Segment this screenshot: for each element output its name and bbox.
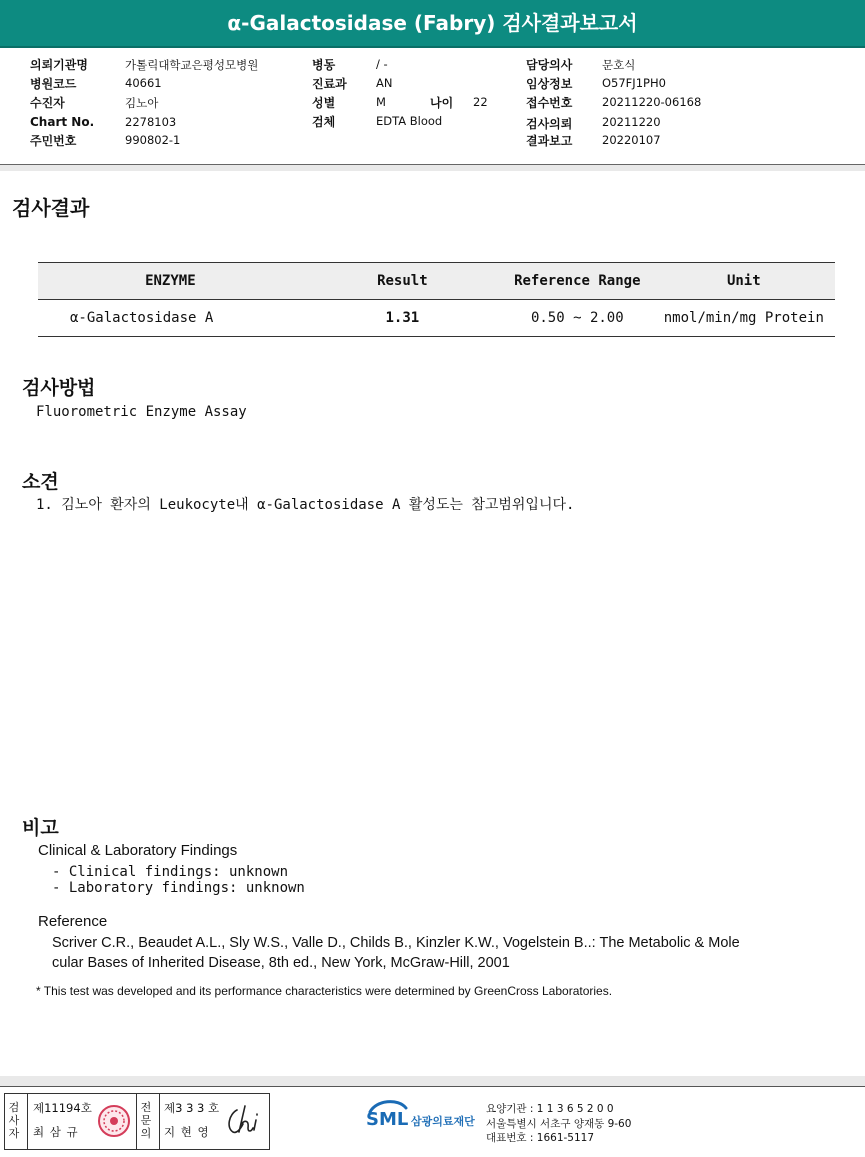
- results-header-row: [38, 263, 835, 300]
- results-table: [38, 262, 835, 337]
- value-clinical-info: O57FJ1PH0: [602, 76, 666, 90]
- sml-logo-text: SML: [366, 1109, 409, 1130]
- value-sex: M: [376, 95, 386, 109]
- label-receipt-no: 접수번호: [526, 96, 573, 110]
- method-text: Fluorometric Enzyme Assay: [36, 404, 247, 420]
- footer-divider: [0, 1076, 865, 1087]
- findings-title: Clinical & Laboratory Findings: [38, 842, 238, 859]
- reference-title: Reference: [38, 913, 108, 930]
- label-request-date: 검사의뢰: [526, 117, 573, 131]
- label-resident-no: 주민번호: [30, 134, 77, 148]
- signature-box: [4, 1093, 270, 1150]
- label-age: 나이: [430, 96, 454, 110]
- label-clinical-info: 임상정보: [526, 77, 573, 91]
- col-header-unit: Unit: [653, 263, 835, 300]
- col-header-reference: Reference Range: [502, 263, 653, 300]
- org-code: 요양기관 : 1 1 3 6 5 2 0 0: [486, 1103, 614, 1115]
- value-patient: 김노아: [125, 96, 159, 110]
- value-department: AN: [376, 76, 393, 90]
- value-doctor: 문호식: [602, 58, 636, 72]
- reviewer-label-text: 전문의: [140, 1101, 152, 1140]
- examiner-label: [8, 1101, 24, 1140]
- header-divider: [0, 165, 865, 171]
- label-doctor: 담당의사: [526, 58, 573, 72]
- examiner-name: 최 삼 규: [33, 1125, 79, 1139]
- reviewer-license-no: 제3 3 3 호: [164, 1101, 220, 1115]
- reviewer-label: [140, 1101, 156, 1140]
- label-patient: 수진자: [30, 96, 65, 110]
- cell-result: 1.31: [303, 300, 502, 337]
- laboratory-findings: - Laboratory findings: unknown: [52, 880, 305, 896]
- reviewer-signature-icon: [223, 1102, 265, 1140]
- patient-info-header: [0, 48, 865, 165]
- reference-line-2: cular Bases of Inherited Disease, 8th ed., New York, McGraw-Hill, 2001: [52, 955, 510, 971]
- examiner-license-no: 제11194호: [33, 1101, 92, 1115]
- value-chart-no: 2278103: [125, 115, 177, 129]
- table-row: [38, 300, 835, 337]
- label-sex: 성별: [312, 96, 336, 110]
- label-institution: 의뢰기관명: [30, 58, 88, 72]
- value-request-date: 20211220: [602, 115, 661, 129]
- value-hospital-code: 40661: [125, 76, 162, 90]
- clinical-findings: - Clinical findings: unknown: [52, 864, 289, 880]
- remarks-section-title: 비고: [22, 817, 59, 839]
- reviewer-name: 지 현 영: [164, 1125, 210, 1139]
- opinion-section-title: 소견: [22, 471, 59, 493]
- sml-logo: [366, 1098, 410, 1138]
- opinion-text: 1. 김노아 환자의 Leukocyte내 α-Galactosidase A 활성도는 참고범위입니다.: [36, 497, 575, 513]
- cell-reference-range: 0.50 ~ 2.00: [502, 300, 653, 337]
- examiner-seal-icon: [97, 1104, 131, 1138]
- col-header-result: Result: [303, 263, 502, 300]
- value-resident-no: 990802-1: [125, 133, 181, 147]
- label-report-date: 결과보고: [526, 134, 573, 148]
- org-phone: 대표번호 : 1661-5117: [486, 1132, 595, 1144]
- org-address: 서울특별시 서초구 양재동 9-60: [486, 1118, 632, 1130]
- value-ward: / -: [376, 57, 388, 71]
- value-report-date: 20220107: [602, 133, 661, 147]
- results-section-title: 검사결과: [12, 196, 90, 220]
- org-name: 삼광의료재단: [411, 1115, 475, 1128]
- value-institution: 가톨릭대학교은평성모병원: [125, 58, 259, 72]
- reference-line-1: Scriver C.R., Beaudet A.L., Sly W.S., Valle D., Childs B., Kinzler K.W., Vogelstein B..: The Metabolic & Mole: [52, 935, 740, 951]
- disclaimer-note: * This test was developed and its performance characteristics were determined by GreenCross Laboratories.: [36, 984, 613, 998]
- label-chart-no: Chart No.: [30, 115, 95, 129]
- label-hospital-code: 병원코드: [30, 77, 77, 91]
- report-title: α-Galactosidase (Fabry) 검사결과보고서: [0, 0, 865, 48]
- label-specimen: 검체: [312, 115, 336, 129]
- cell-enzyme: α-Galactosidase A: [38, 300, 303, 337]
- value-receipt-no: 20211220-06168: [602, 95, 702, 109]
- cell-unit: nmol/min/mg Protein: [653, 300, 835, 337]
- col-header-enzyme: ENZYME: [38, 263, 303, 300]
- value-age: 22: [473, 95, 488, 109]
- label-ward: 병동: [312, 58, 336, 72]
- value-specimen: EDTA Blood: [376, 114, 443, 128]
- label-department: 진료과: [312, 77, 347, 91]
- examiner-label-text: 검사자: [8, 1101, 20, 1140]
- method-section-title: 검사방법: [22, 377, 96, 399]
